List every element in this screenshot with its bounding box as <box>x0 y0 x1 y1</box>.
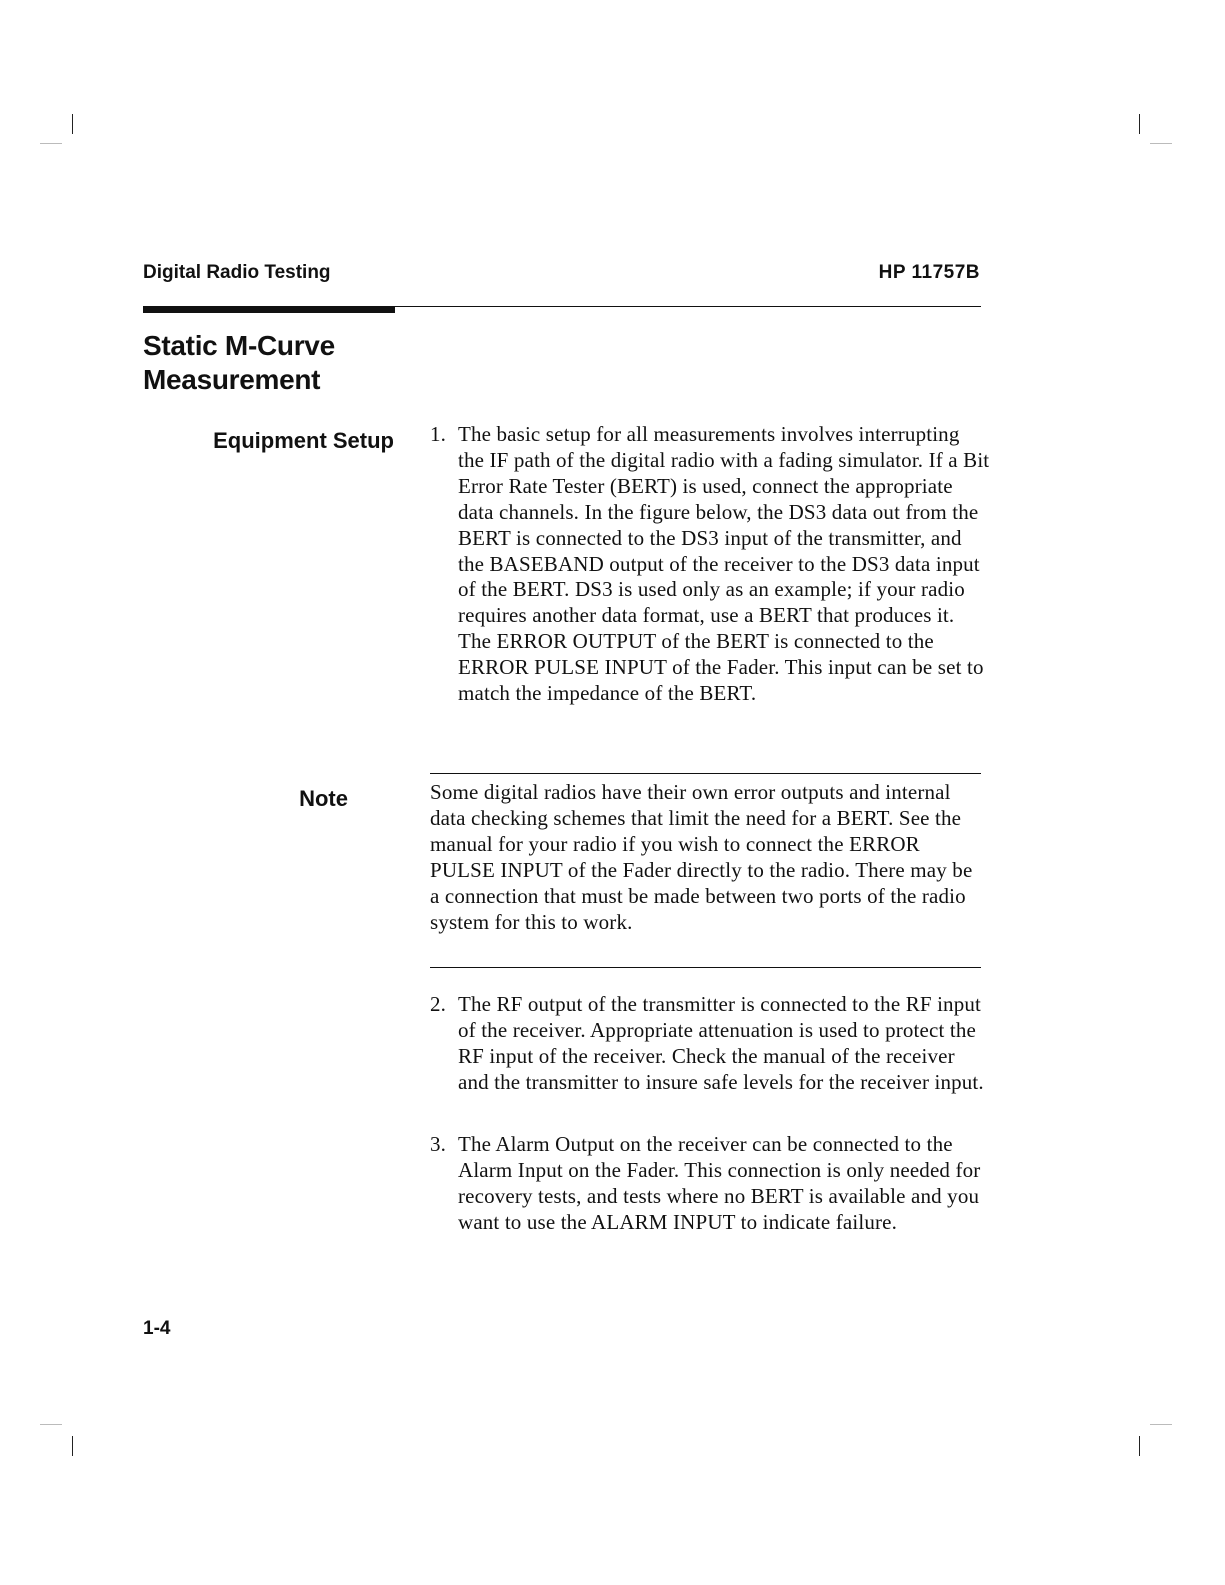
steps-list-part-3 <box>430 1132 990 1236</box>
note-bottom-rule <box>430 967 981 968</box>
steps-list-part-1 <box>430 422 990 707</box>
section-title: Static M-Curve Measurement <box>143 330 335 395</box>
crop-mark-top-right-h <box>1150 143 1172 144</box>
crop-mark-top-right <box>1139 114 1140 134</box>
note-text: Some digital radios have their own error outputs and internal data checking schemes that limit the need for a BERT. See the manual for your radio if you wish to connect the ERROR PULSE INPUT of the Fader directly to the radio. There may be a connection that must be made between two ports of the radio system for this to work. <box>430 780 973 934</box>
header-rule-thick <box>143 306 395 313</box>
crop-mark-bottom-left-h <box>40 1424 62 1425</box>
step-text: The RF output of the transmitter is connected to the RF input of the receiver. Appropriate attenuation is used to protect the RF input of the receiver. Check the manual of the receiver and the transmitter to insure safe levels for the receiver input. <box>458 992 984 1094</box>
crop-mark-top-left <box>72 114 73 134</box>
running-header-right: HP 11757B <box>878 262 980 283</box>
list-item-step-2 <box>430 992 990 1096</box>
step-number: 1. <box>430 422 447 446</box>
list-item-step-3 <box>430 1132 990 1236</box>
page-number: 1-4 <box>143 1318 171 1339</box>
steps-list-part-2 <box>430 992 990 1096</box>
step-number: 2. <box>430 992 447 1016</box>
crop-mark-bottom-left <box>72 1436 73 1456</box>
equipment-setup-label: Equipment Setup <box>213 428 394 453</box>
crop-mark-top-left-h <box>40 143 62 144</box>
step-text: The Alarm Output on the receiver can be connected to the Alarm Input on the Fader. This connection is only needed for recovery tests, and tests where no BERT is available and you want to use the ALARM INPUT to indicate failure. <box>458 1132 981 1234</box>
note-top-rule <box>430 773 981 774</box>
crop-mark-bottom-right-h <box>1150 1424 1172 1425</box>
step-number: 3. <box>430 1132 447 1156</box>
step-text: The basic setup for all measurements involves interrupting the IF path of the digital radio with a fading simulator. If a Bit Error Rate Tester (BERT) is used, connect the appropriate data channels. In the figure below, the DS3 data out from the BERT is connected to the DS3 input of the transmitter, and the BASEBAND output of the receiver to the DS3 data input of the BERT. DS3 is used only as an example; if your radio requires another data format, use a BERT that produces it. The ERROR OUTPUT of the BERT is connected to the ERROR PULSE INPUT of the Fader. This input can be set to match the impedance of the BERT. <box>458 422 990 706</box>
list-item-step-1 <box>430 422 990 707</box>
crop-mark-bottom-right <box>1139 1436 1140 1456</box>
running-header-left: Digital Radio Testing <box>143 262 331 283</box>
note-label: Note <box>299 786 348 811</box>
